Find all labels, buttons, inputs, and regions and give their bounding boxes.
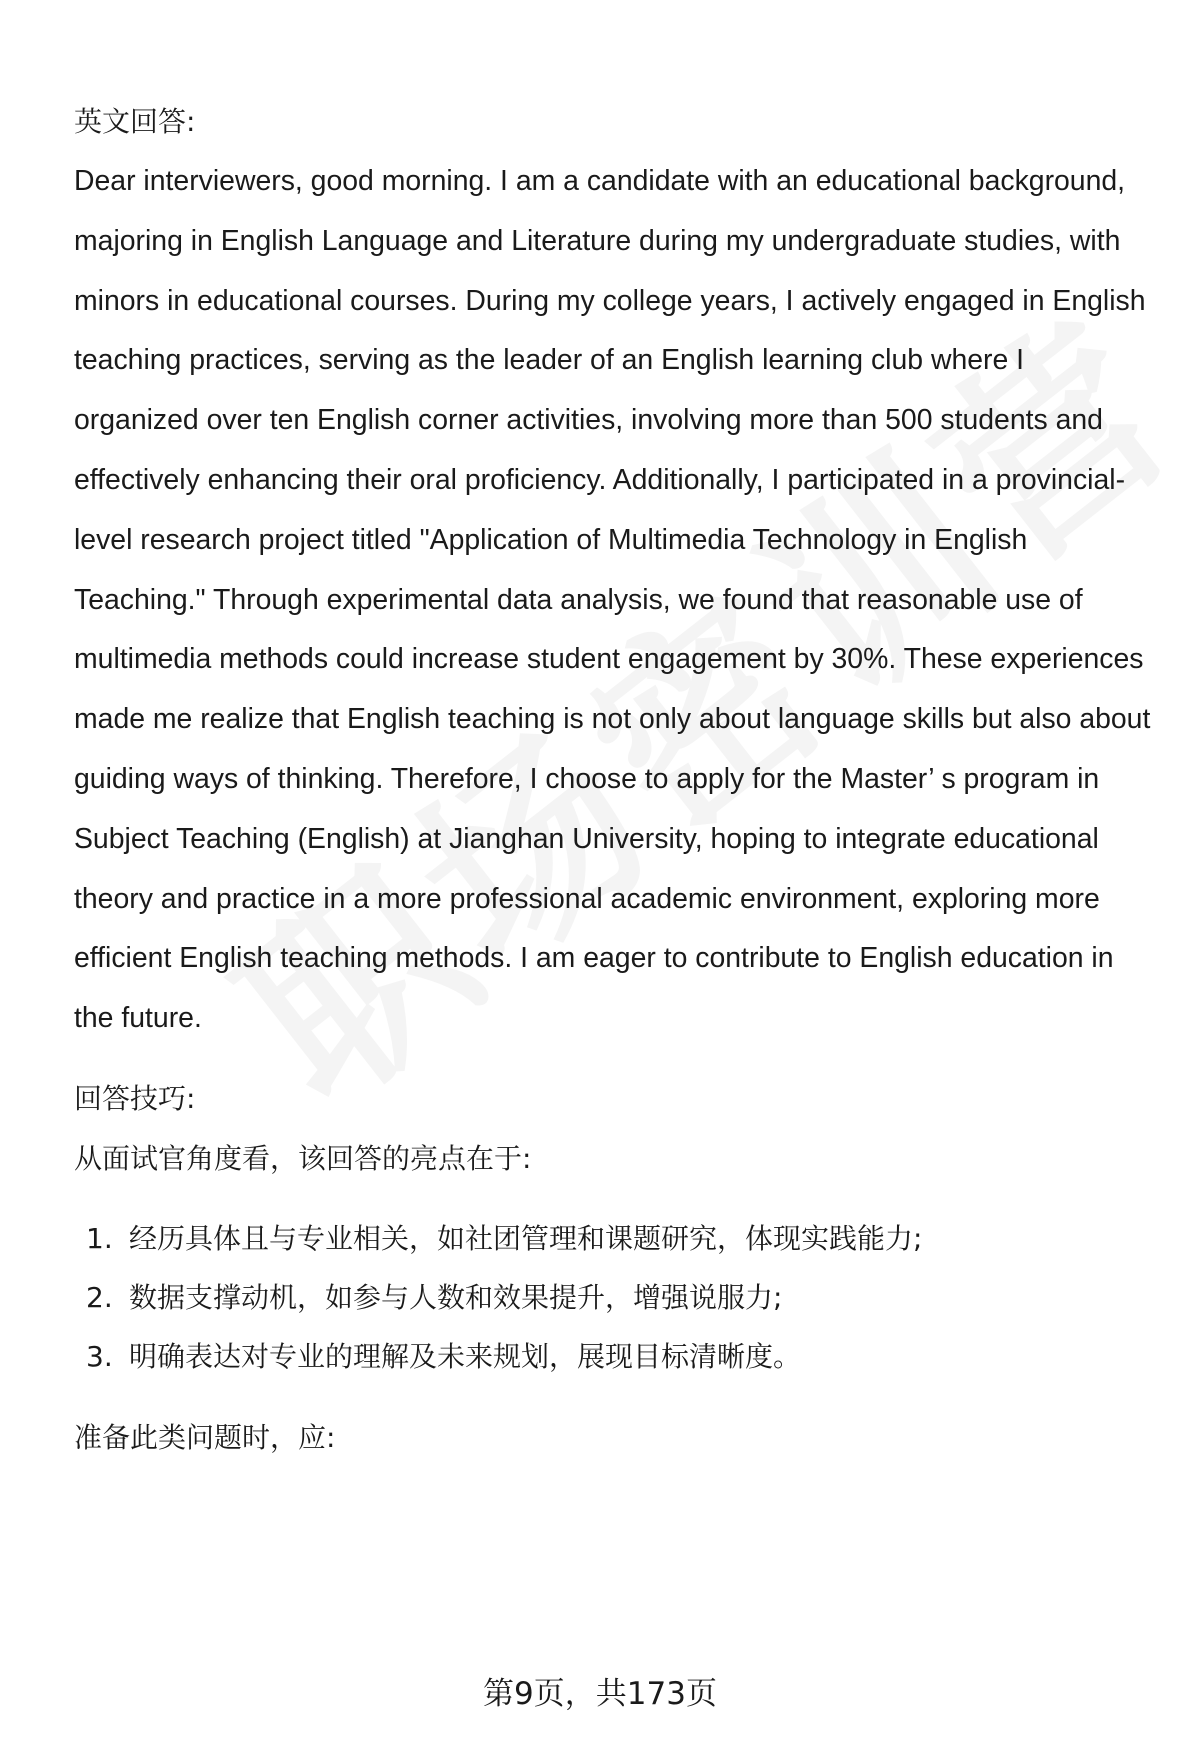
spacer	[74, 1049, 1154, 1069]
english-answer-heading: 英文回答:	[74, 105, 196, 138]
preparation-heading: 准备此类问题时，应:	[74, 1420, 336, 1454]
page-content	[74, 92, 1154, 1468]
list-item-text: 明确表达对专业的理解及未来规划，展现目标清晰度。	[129, 1339, 802, 1373]
list-item	[74, 1209, 1154, 1268]
list-item	[74, 1268, 1154, 1327]
list-item-text: 经历具体且与专业相关，如社团管理和课题研究，体现实践能力;	[129, 1221, 923, 1255]
page-number: 第9页，共173页	[483, 1676, 717, 1712]
list-item	[74, 1327, 1154, 1386]
list-item-number: 2.	[86, 1280, 113, 1314]
english-answer-paragraph: Dear interviewers, good morning. I am a candidate with an educational background, majoring in English Language and Literature during my undergraduate studies, with minors in educational courses. During my college years, I actively engaged in English teaching practices, serving as the leader of an English learning club where I organized over ten English corner activities, involving more than 500 students and effectively enhancing their oral proficiency. Additionally, I participated in a provincial-level research project titled "Application of Multimedia Technology in English Teaching." Through experimental data analysis, we found that reasonable use of multimedia methods could increase student engagement by 30%. These experiences made me realize that English teaching is not only about language skills but also about guiding ways of thinking. Therefore, I choose to apply for the Master’ s program in Subject Teaching (English) at Jianghan University, hoping to integrate educational theory and practice in a more professional academic environment, exploring more efficient English teaching methods. I am eager to contribute to English education in the future.	[74, 165, 1151, 1035]
tips-intro: 从面试官角度看，该回答的亮点在于:	[74, 1141, 532, 1175]
list-item-text: 数据支撑动机，如参与人数和效果提升，增强说服力;	[129, 1280, 783, 1314]
list-item-number: 1.	[86, 1221, 113, 1255]
list-item-number: 3.	[86, 1339, 113, 1373]
tips-list	[74, 1209, 1154, 1386]
answer-tips-heading: 回答技巧:	[74, 1081, 196, 1115]
